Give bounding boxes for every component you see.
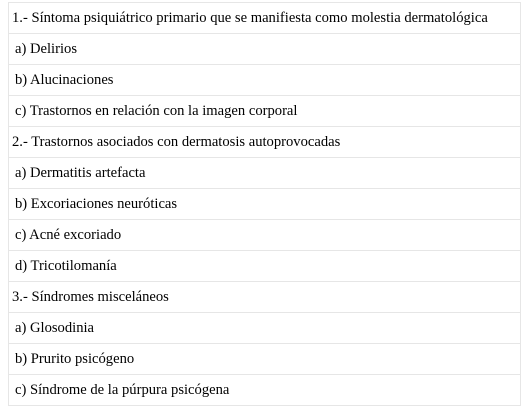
list-item: a) Glosodinia <box>9 313 520 344</box>
section-heading: 3.- Síndromes misceláneos <box>9 282 520 313</box>
list-item: a) Delirios <box>9 34 520 65</box>
list-item: c) Trastornos en relación con la imagen corporal <box>9 96 520 127</box>
classification-table <box>8 2 521 406</box>
list-item: b) Prurito psicógeno <box>9 344 520 375</box>
list-item: b) Alucinaciones <box>9 65 520 96</box>
list-item: b) Excoriaciones neuróticas <box>9 189 520 220</box>
section-heading: 1.- Síntoma psiquiátrico primario que se manifiesta como molestia dermatológica <box>9 3 520 34</box>
section-heading: 2.- Trastornos asociados con dermatosis autoprovocadas <box>9 127 520 158</box>
list-item: c) Acné excoriado <box>9 220 520 251</box>
list-item: a) Dermatitis artefacta <box>9 158 520 189</box>
list-item: d) Tricotilomanía <box>9 251 520 282</box>
list-item: c) Síndrome de la púrpura psicógena <box>9 375 520 406</box>
